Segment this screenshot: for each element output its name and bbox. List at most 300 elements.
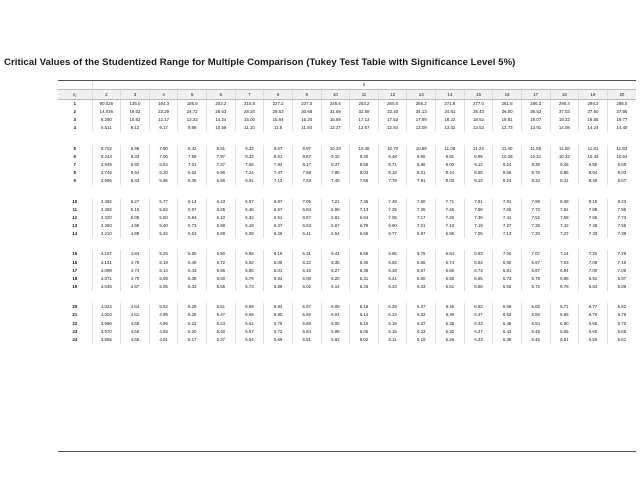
value-cell: 135.0 [121, 100, 150, 109]
value-cell: 227.2 [264, 100, 293, 109]
table-row [58, 283, 636, 291]
nu-cell: 5 [73, 145, 76, 151]
value-cell: 5.43 [178, 267, 207, 275]
value-cell: 6.45 [521, 336, 550, 344]
group-separator-cell [58, 185, 636, 197]
value-cell: 8.23 [493, 177, 522, 185]
nu-column-header: ν₂ [58, 90, 92, 100]
value-cell: 6.65 [607, 328, 636, 336]
value-cell: 11.08 [436, 145, 465, 153]
value-cell: 4.58 [121, 320, 150, 328]
value-cell: 6.14 [321, 283, 350, 291]
value-cell: 7.80 [149, 145, 178, 153]
value-cell: 5.49 [178, 259, 207, 267]
value-cell: 5.92 [121, 161, 150, 169]
value-cell: 7.48 [579, 222, 608, 230]
column-header: 14 [436, 90, 465, 100]
value-cell: 5.80 [264, 311, 293, 319]
value-cell: 19.07 [521, 116, 550, 124]
value-cell: 260.0 [378, 100, 407, 109]
value-cell: 7.91 [407, 177, 436, 185]
value-cell: 6.54 [521, 320, 550, 328]
value-cell: 5.14 [149, 267, 178, 275]
group-separator [58, 132, 636, 144]
value-cell: 4.55 [121, 336, 150, 344]
value-cell: 5.84 [292, 328, 321, 336]
value-cell: 5.94 [264, 275, 293, 283]
value-cell: 13.33 [178, 116, 207, 124]
value-cell: 4.260 [92, 222, 121, 230]
value-cell: 8.31 [407, 169, 436, 177]
value-cell: 17.89 [407, 116, 436, 124]
value-cell: 5.92 [292, 311, 321, 319]
value-cell: 6.65 [579, 320, 608, 328]
value-cell: 10.58 [207, 124, 236, 132]
value-cell: 34.81 [436, 108, 465, 116]
value-cell: 4.099 [92, 267, 121, 275]
value-cell: 6.65 [521, 303, 550, 311]
value-cell: 14.036 [92, 108, 121, 116]
value-cell: 6.35 [321, 259, 350, 267]
value-cell: 4.56 [121, 328, 150, 336]
value-cell: 6.56 [378, 259, 407, 267]
value-cell: 36.53 [521, 108, 550, 116]
value-cell: 6.67 [321, 222, 350, 230]
column-header: 9 [292, 90, 321, 100]
value-cell: 7.52 [521, 214, 550, 222]
value-cell: 7.91 [493, 198, 522, 206]
value-cell: 6.61 [607, 336, 636, 344]
table-row [58, 303, 636, 311]
value-cell: 5.60 [207, 275, 236, 283]
value-cell: 7.59 [550, 214, 579, 222]
value-cell: 4.91 [149, 336, 178, 344]
value-cell: 6.87 [407, 230, 436, 238]
value-cell: 6.98 [121, 145, 150, 153]
value-cell: 6.09 [321, 303, 350, 311]
value-cell: 5.27 [121, 198, 150, 206]
nu-cell: 21 [72, 312, 78, 318]
value-cell: 7.55 [607, 222, 636, 230]
group-separator-cell [58, 238, 636, 250]
value-cell: 6.97 [607, 275, 636, 283]
nu-cell: 22 [72, 320, 78, 326]
column-header: 5 [178, 90, 207, 100]
value-cell: 6.23 [407, 328, 436, 336]
value-cell: 7.09 [579, 259, 608, 267]
value-cell: 6.51 [550, 336, 579, 344]
value-cell: 202.2 [207, 100, 236, 109]
value-cell: 6.32 [235, 214, 264, 222]
value-cell: 271.8 [436, 100, 465, 109]
document-title: Critical Values of the Studentized Range for Multiple Comparison (Tukey Test Table with Significance Level 5%) [4, 57, 516, 68]
value-cell: 9.10 [321, 153, 350, 161]
value-cell: 6.47 [464, 311, 493, 319]
nu-cell: 23 [72, 328, 78, 334]
value-cell: 5.47 [207, 311, 236, 319]
value-cell: 7.24 [235, 169, 264, 177]
value-cell: 9.03 [607, 169, 636, 177]
value-cell: 6.94 [550, 267, 579, 275]
value-cell: 8.23 [607, 198, 636, 206]
value-cell: 7.25 [378, 206, 407, 214]
value-cell: 12.27 [321, 124, 350, 132]
value-cell: 9.97 [292, 145, 321, 153]
value-cell: 13.73 [493, 124, 522, 132]
value-cell: 9.24 [493, 161, 522, 169]
value-cell: 6.90 [493, 259, 522, 267]
value-cell: 5.61 [235, 320, 264, 328]
value-cell: 9.48 [378, 153, 407, 161]
value-cell: 7.17 [407, 214, 436, 222]
nu-cell: 7 [73, 161, 76, 167]
value-cell: 7.01 [178, 161, 207, 169]
value-cell: 8.260 [92, 116, 121, 124]
value-cell: 6.67 [264, 206, 293, 214]
value-cell: 5.98 [207, 222, 236, 230]
value-cell: 13.53 [464, 124, 493, 132]
value-cell: 5.73 [178, 222, 207, 230]
value-cell: 6.15 [378, 328, 407, 336]
value-cell: 4.96 [149, 320, 178, 328]
value-cell: 5.17 [178, 336, 207, 344]
value-cell: 7.49 [378, 198, 407, 206]
value-cell: 7.00 [493, 250, 522, 258]
value-cell: 5.32 [149, 230, 178, 238]
tukey-table-frame [58, 80, 636, 452]
value-cell: 6.32 [407, 311, 436, 319]
value-cell: 8.15 [579, 198, 608, 206]
nu-cell: 11 [72, 206, 78, 212]
value-cell: 5.02 [149, 303, 178, 311]
value-cell: 6.85 [550, 275, 579, 283]
value-cell: 6.93 [464, 250, 493, 258]
value-cell: 6.79 [350, 222, 379, 230]
value-cell: 11.93 [607, 145, 636, 153]
value-cell: 5.38 [178, 275, 207, 283]
value-cell: 37.50 [579, 108, 608, 116]
value-cell: 6.28 [378, 303, 407, 311]
value-cell: 8.87 [292, 153, 321, 161]
value-cell: 6.65 [550, 311, 579, 319]
value-cell: 7.81 [550, 206, 579, 214]
nu-cell: 20 [72, 304, 78, 310]
value-cell: 9.67 [264, 145, 293, 153]
column-header: 6 [207, 90, 236, 100]
value-cell: 6.91 [235, 177, 264, 185]
value-cell: 6.84 [292, 206, 321, 214]
value-cell: 6.84 [436, 250, 465, 258]
nu-cell: 3 [73, 117, 76, 123]
value-cell: 22.29 [149, 108, 178, 116]
value-cell: 5.43 [121, 177, 150, 185]
value-cell: 7.71 [436, 198, 465, 206]
value-cell: 13.32 [436, 124, 465, 132]
value-cell: 16.69 [321, 116, 350, 124]
value-cell: 26.63 [207, 108, 236, 116]
value-cell: 3.970 [92, 328, 121, 336]
value-cell: 8.94 [579, 169, 608, 177]
value-cell: 32.59 [350, 108, 379, 116]
value-cell: 17.13 [350, 116, 379, 124]
value-cell: 5.96 [149, 177, 178, 185]
column-header: 10 [321, 90, 350, 100]
value-cell: 5.88 [207, 230, 236, 238]
value-cell: 6.81 [321, 214, 350, 222]
value-cell: 6.66 [207, 177, 236, 185]
column-header: 13 [407, 90, 436, 100]
value-cell: 5.64 [121, 169, 150, 177]
nu-cell: 9 [73, 178, 76, 184]
value-cell: 7.05 [292, 198, 321, 206]
value-cell: 19.55 [579, 116, 608, 124]
value-cell: 4.167 [92, 250, 121, 258]
value-cell: 5.92 [321, 336, 350, 344]
value-cell: 4.071 [92, 275, 121, 283]
value-cell: 6.22 [292, 259, 321, 267]
value-cell: 6.48 [493, 320, 522, 328]
value-cell: 7.49 [321, 177, 350, 185]
column-header: 8 [264, 90, 293, 100]
value-cell: 6.14 [350, 311, 379, 319]
nu-cell: 1 [73, 101, 76, 106]
value-cell: 5.33 [178, 283, 207, 291]
value-cell: 6.56 [579, 336, 608, 344]
value-cell: 6.11 [378, 336, 407, 344]
value-cell: 7.03 [550, 259, 579, 267]
value-cell: 4.96 [121, 222, 150, 230]
value-cell: 28.20 [235, 108, 264, 116]
table-row [58, 250, 636, 258]
column-header: 11 [350, 90, 379, 100]
table-row [58, 108, 636, 116]
value-cell: 5.15 [121, 206, 150, 214]
value-cell: 9.35 [521, 161, 550, 169]
column-header: 16 [493, 90, 522, 100]
value-cell: 90.025 [92, 100, 121, 109]
value-cell: 6.43 [207, 198, 236, 206]
value-cell: 5.72 [207, 259, 236, 267]
table-row [58, 267, 636, 275]
value-cell: 7.81 [464, 198, 493, 206]
value-cell: 6.31 [292, 250, 321, 258]
value-cell: 253.2 [350, 100, 379, 109]
column-header: 18 [550, 90, 579, 100]
nu-cell: 4 [73, 125, 76, 131]
value-cell: 6.31 [350, 275, 379, 283]
value-cell: 7.73 [521, 206, 550, 214]
value-cell: 7.10 [436, 222, 465, 230]
value-cell: 19.02 [121, 108, 150, 116]
value-cell: 6.02 [350, 336, 379, 344]
value-cell: 6.19 [378, 320, 407, 328]
value-cell: 13.09 [407, 124, 436, 132]
value-cell: 6.94 [350, 214, 379, 222]
value-cell: 245.6 [321, 100, 350, 109]
value-cell: 17.53 [378, 116, 407, 124]
value-cell: 7.20 [579, 250, 608, 258]
value-cell: 8.86 [407, 161, 436, 169]
value-cell: 36.00 [493, 108, 522, 116]
value-cell: 7.13 [493, 230, 522, 238]
value-cell: 5.89 [264, 283, 293, 291]
value-cell: 7.33 [292, 177, 321, 185]
value-cell: 5.80 [207, 250, 236, 258]
value-cell: 6.70 [579, 311, 608, 319]
value-cell: 266.2 [407, 100, 436, 109]
value-cell: 5.76 [264, 320, 293, 328]
value-cell: 15.64 [264, 116, 293, 124]
value-cell: 5.92 [235, 259, 264, 267]
value-cell: 4.131 [92, 259, 121, 267]
value-cell: 6.66 [436, 267, 465, 275]
value-cell: 8.57 [607, 177, 636, 185]
value-cell: 7.68 [292, 169, 321, 177]
value-cell: 7.36 [464, 214, 493, 222]
value-cell: 9.00 [436, 161, 465, 169]
value-cell: 7.05 [464, 230, 493, 238]
value-cell: 9.12 [464, 161, 493, 169]
value-cell: 7.56 [178, 153, 207, 161]
value-cell: 6.51 [436, 283, 465, 291]
value-cell: 11.40 [493, 145, 522, 153]
value-cell: 7.60 [407, 198, 436, 206]
value-cell: 9.65 [407, 153, 436, 161]
value-cell: 14.24 [579, 124, 608, 132]
value-cell: 6.48 [378, 267, 407, 275]
table-row [58, 177, 636, 185]
value-cell: 6.511 [92, 124, 121, 132]
value-cell: 5.40 [207, 328, 236, 336]
value-cell: 6.87 [521, 267, 550, 275]
value-cell: 6.26 [264, 230, 293, 238]
value-cell: 6.04 [321, 311, 350, 319]
value-cell: 8.33 [521, 177, 550, 185]
value-cell: 6.82 [607, 303, 636, 311]
value-cell: 6.91 [579, 275, 608, 283]
value-cell: 8.71 [378, 161, 407, 169]
value-cell: 7.36 [407, 206, 436, 214]
value-cell: 6.26 [436, 336, 465, 344]
table-header [58, 81, 636, 100]
value-cell: 6.35 [436, 320, 465, 328]
value-cell: 9.17 [149, 124, 178, 132]
value-cell: 7.26 [436, 214, 465, 222]
value-cell: 7.68 [235, 161, 264, 169]
value-cell: 7.20 [521, 230, 550, 238]
value-cell: 7.86 [321, 169, 350, 177]
value-cell: 8.42 [178, 145, 207, 153]
value-cell: 5.702 [92, 145, 121, 153]
value-cell: 29.53 [264, 108, 293, 116]
value-cell: 5.56 [178, 250, 207, 258]
table-row [58, 328, 636, 336]
table-row [58, 230, 636, 238]
value-cell: 6.42 [464, 320, 493, 328]
value-cell: 4.024 [92, 303, 121, 311]
group-separator [58, 238, 636, 250]
value-cell: 294.3 [579, 100, 608, 109]
value-cell: 5.20 [178, 328, 207, 336]
value-cell: 5.05 [149, 283, 178, 291]
value-cell: 30.68 [292, 108, 321, 116]
value-cell: 7.35 [521, 222, 550, 230]
value-cell: 37.03 [550, 108, 579, 116]
table-row [58, 275, 636, 283]
value-cell: 6.90 [378, 222, 407, 230]
value-cell: 14.40 [607, 124, 636, 132]
value-cell: 8.03 [436, 177, 465, 185]
value-cell: 4.482 [92, 198, 121, 206]
value-cell: 7.42 [550, 222, 579, 230]
value-cell: 5.55 [207, 283, 236, 291]
value-cell: 6.08 [292, 275, 321, 283]
value-cell: 6.71 [550, 303, 579, 311]
value-cell: 8.66 [493, 169, 522, 177]
column-header: 17 [521, 90, 550, 100]
value-cell: 6.06 [350, 328, 379, 336]
value-cell: 6.39 [436, 311, 465, 319]
value-cell: 6.44 [321, 250, 350, 258]
value-cell: 5.84 [178, 214, 207, 222]
column-header: 7 [235, 90, 264, 100]
value-cell: 5.69 [264, 336, 293, 344]
value-cell: 7.01 [407, 222, 436, 230]
value-cell: 5.43 [207, 320, 236, 328]
value-cell: 7.06 [149, 153, 178, 161]
value-cell: 12.84 [378, 124, 407, 132]
value-cell: 6.08 [235, 230, 264, 238]
value-cell: 8.55 [464, 169, 493, 177]
value-cell: 7.47 [264, 169, 293, 177]
value-cell: 6.99 [321, 206, 350, 214]
value-cell: 6.54 [321, 230, 350, 238]
value-cell: 5.09 [149, 275, 178, 283]
value-cell: 6.72 [521, 283, 550, 291]
value-cell: 4.74 [121, 267, 150, 275]
column-header: 12 [378, 90, 407, 100]
value-cell: 5.19 [149, 259, 178, 267]
value-cell: 6.27 [407, 320, 436, 328]
value-cell: 7.00 [579, 267, 608, 275]
value-cell: 9.96 [178, 124, 207, 132]
value-cell: 8.18 [378, 169, 407, 177]
value-cell: 6.65 [464, 275, 493, 283]
table-row [58, 198, 636, 206]
table-row [58, 259, 636, 267]
value-cell: 5.73 [235, 283, 264, 291]
column-header: 4 [149, 90, 178, 100]
value-cell: 5.96 [321, 328, 350, 336]
value-cell: 7.39 [607, 230, 636, 238]
value-cell: 24.72 [178, 108, 207, 116]
value-cell: 37.95 [607, 108, 636, 116]
column-header: 19 [579, 90, 608, 100]
value-cell: 6.33 [464, 336, 493, 344]
value-cell: 5.88 [292, 320, 321, 328]
value-cell: 18.22 [436, 116, 465, 124]
value-cell: 7.14 [550, 250, 579, 258]
value-cell: 8.08 [550, 198, 579, 206]
value-cell: 7.15 [607, 259, 636, 267]
value-cell: 9.32 [235, 145, 264, 153]
value-cell: 5.69 [235, 303, 264, 311]
value-cell: 7.78 [378, 177, 407, 185]
value-cell: 4.045 [92, 283, 121, 291]
value-cell: 9.95 [464, 153, 493, 161]
value-cell: 13.91 [521, 124, 550, 132]
nu-cell: 19 [72, 283, 78, 289]
